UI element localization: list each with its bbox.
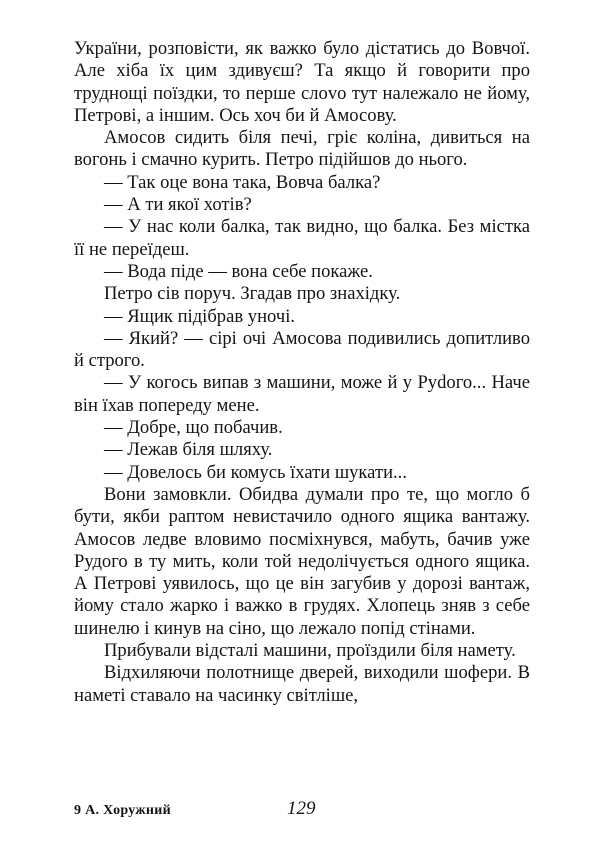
dialogue-line-5: — Ящик підібрав уночі. [104,305,296,327]
dialogue-line-9: — Лежав біля шляху. [104,439,273,461]
dialogue-line-1: — Так оце вона така, Вовча балка? [104,171,381,193]
dialogue-line-10: — Довелось би комусь їхати шукати... [104,461,407,483]
page-text [74,38,530,707]
paragraph-1: України, розповісти, як важко було дістатись до Вовчої. Але хіба їх цим здивуєш? Та якщо й говорити про труднощі поїздки, то перше слоvo тут належало не йому, Петрові, а іншим. Ось хоч би й Амосову. [74,38,530,126]
dialogue-line-8: — Добре, що побачив. [104,417,283,439]
page-number: 129 [287,798,316,819]
dialogue-line-2: — А ти якої хотів? [104,194,252,216]
dialogue-line-3: — У нас коли балка, так видно, що балка. Без містка її не переїдеш. [74,216,530,260]
paragraph-2: Амосов сидить біля печі, гріє коліна, дивиться на вогонь і смачно курить. Петро підійшов до нього. [74,127,530,171]
paragraph-5: Прибували відсталі машини, проїздили біля намету. [104,640,516,662]
dialogue-line-7: — У когось випав з машини, може й у Руdого... Наче він їхав попереду мене. [74,372,530,416]
paragraph-3: Петро сів поруч. Згадав про знахідку. [104,283,401,305]
page-footer [74,798,530,822]
dialogue-line-4: — Вода піде — вона себе покаже. [104,260,373,282]
dialogue-line-6: — Який? — сірі очі Амосова подивились допитливо й строго. [74,327,530,372]
signature-mark: 9 А. Хоружний [74,803,171,818]
paragraph-6: Відхиляючи полотнище дверей, виходили шофери. В наметі ставало на часинку світліше, [74,662,530,706]
paragraph-4: Вони замовкли. Обидва думали про те, що могло б бути, якби раптом невистачило одного ящика вантажу. Амосов ледве вловимо посміхнувся, мабуть, бачив уже Рудого в ту мить, коли той недолічується одного ящика. А Петрові уявилось, що це він загубив у дорозі вантаж, йому стало жарко і важко в грудях. Хлопець зняв з себе шинелю і кинув на сіно, що лежало попід стінами. [74,483,530,639]
